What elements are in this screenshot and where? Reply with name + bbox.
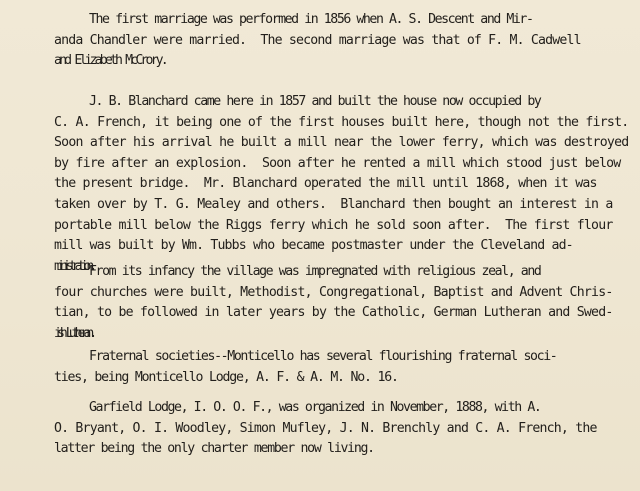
text-line: The first marriage was performed in 1856 when A. S. Descent and Mir- xyxy=(89,12,533,27)
text-line: ministration. xyxy=(54,258,93,274)
text-line: ties, being Monticello Lodge, A. F. & A. M. No. 16. xyxy=(54,369,398,385)
paragraph-churches xyxy=(0,262,640,344)
text-line: O. Bryant, O. I. Woodley, Simon Mufley, J. N. Brenchly and C. A. French, the xyxy=(54,420,597,436)
text-line: four churches were built, Methodist, Congregational, Baptist and Advent Chris- xyxy=(54,284,613,300)
paragraph-garfield-lodge xyxy=(0,398,640,460)
paragraph-first-marriages xyxy=(0,10,640,72)
text-line: ish Lutheran. xyxy=(54,325,93,341)
text-line: mill was built by Wm. Tubbs who became postmaster under the Cleveland ad- xyxy=(54,238,573,254)
text-line: the present bridge. Mr. Blanchard operated the mill until 1868, when it was xyxy=(54,176,597,192)
text-line: and Elizabeth McCrory. xyxy=(54,53,166,69)
text-line: taken over by T. G. Mealey and others. Blanchard then bought an interest in a xyxy=(54,196,613,212)
text-line: tian, to be followed in later years by the Catholic, German Lutheran and Swed- xyxy=(54,305,613,321)
text-line: Fraternal societies--Monticello has several flourishing fraternal soci- xyxy=(89,349,557,364)
text-line: portable mill below the Riggs ferry which he sold soon after. The first flour xyxy=(54,217,613,233)
text-line: From its infancy the village was impregnated with religious zeal, and xyxy=(89,264,541,279)
text-line: Garfield Lodge, I. O. O. F., was organized in November, 1888, with A. xyxy=(89,400,541,415)
text-line: anda Chandler were married. The second marriage was that of F. M. Cadwell xyxy=(54,32,581,48)
text-line: C. A. French, it being one of the first houses built here, though not the first. xyxy=(54,114,629,130)
text-line: by fire after an explosion. Soon after he rented a mill which stood just below xyxy=(54,155,621,171)
text-line: Soon after his arrival he built a mill near the lower ferry, which was destroyed xyxy=(54,135,629,151)
text-line: J. B. Blanchard came here in 1857 and built the house now occupied by xyxy=(89,94,541,109)
paragraph-blanchard-mill xyxy=(0,92,640,277)
text-line: latter being the only charter member now living. xyxy=(54,441,374,457)
paragraph-fraternal-societies xyxy=(0,347,640,388)
